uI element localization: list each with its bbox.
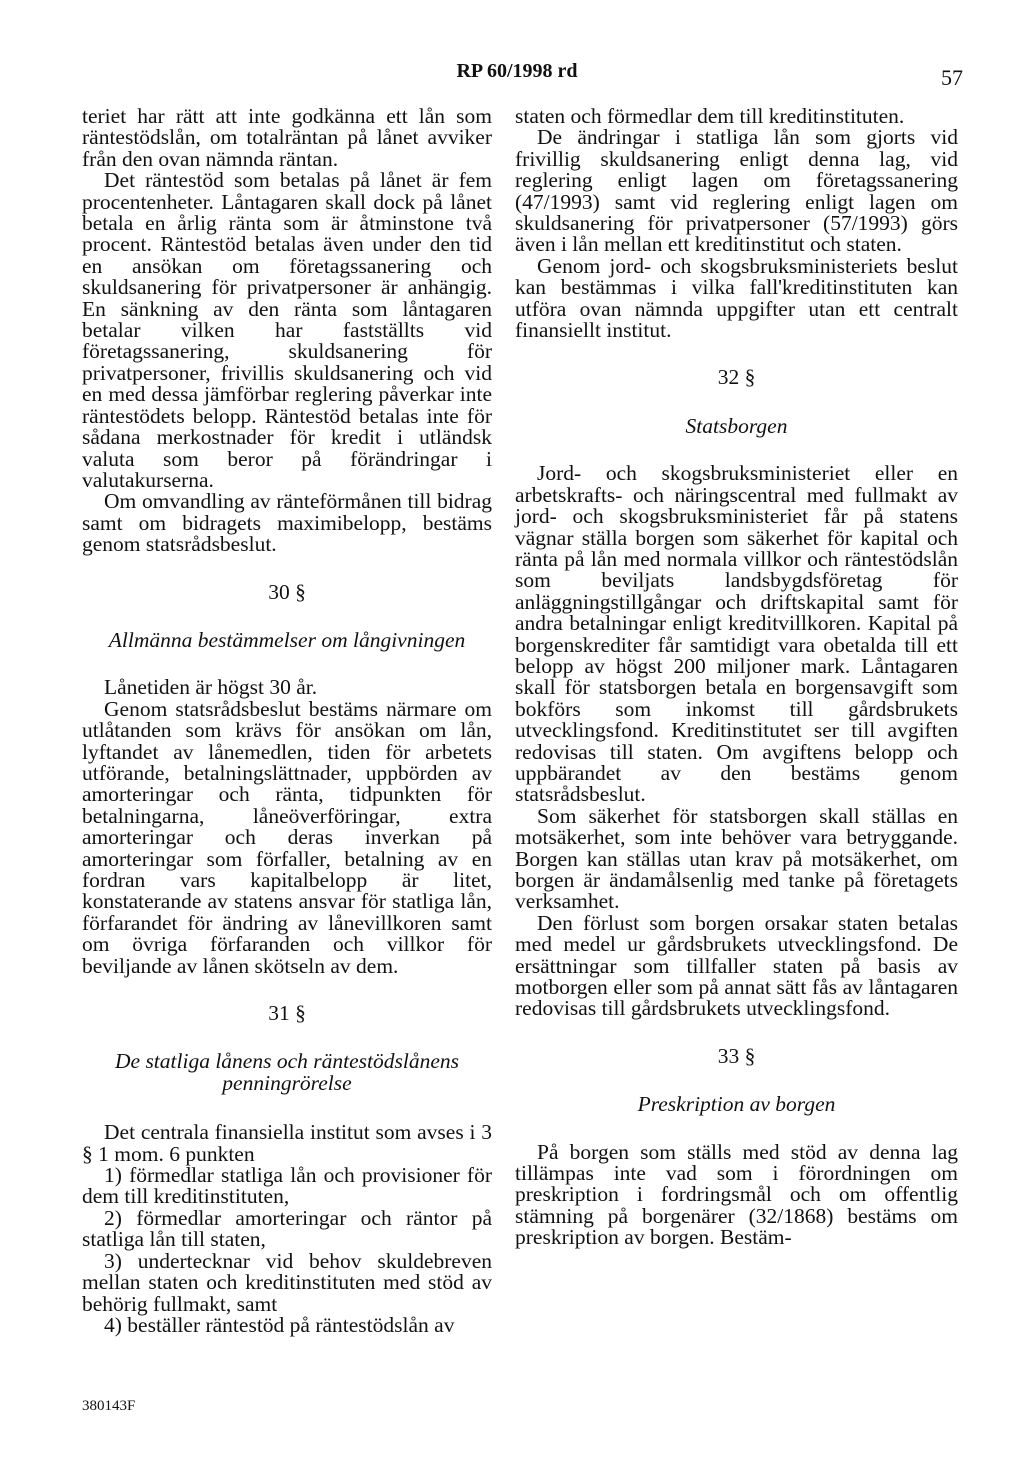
- section-heading: Statsborgen: [685, 413, 788, 438]
- section-number: 30 §: [268, 579, 306, 604]
- paragraph: De ändringar i statliga lån som gjorts vid frivillig skuldsanering enligt denna lag, vid reglering enligt lagen om företagssanering (47/1993) samt vid reglering enligt lagen om skuldsanering för privatpersoner (57/1993) görs även i lån mellan ett kreditinstitut och staten.: [515, 125, 958, 257]
- left-column: [82, 106, 492, 1336]
- page-header: [0, 55, 1024, 95]
- paragraph: Om omvandling av ränteförmånen till bidrag samt om bidragets maximibelopp, bestäms genom statsrådsbeslut.: [82, 489, 492, 557]
- list-item: 2) förmedlar amorteringar och räntor på statliga lån till staten,: [82, 1205, 492, 1252]
- paragraph: Den förlust som borgen orsakar staten betalas med medel ur gårdsbrukets utvecklingsfond. De ersättningar som tillfaller staten på basis av motborgen eller som på annat sätt fås av låntagaren redovisas till gårdsbrukets utvecklingsfond.: [515, 910, 958, 1021]
- section-heading-line: penningrörelse: [222, 1070, 352, 1095]
- paragraph: Det räntestöd som betalas på lånet är fem procentenheter. Låntagaren skall dock på lånet betala en årlig ränta som är åtminstone två procent. Räntestöd betalas även under den tid en ansökan om företagssanering och skuldsanering för privatpersoner är anhängig. En sänkning av den ränta som låntagaren betalar vilken har fastställts vid företagssanering, skuldsanering för privatpersoner, frivillis skuldsanering och vid en med dessa jämförbar reglering påverkar inte räntestödets belopp. Räntestöd betalas inte för sådana merkostnader för kredit i utländsk valuta som beror på förändringar i valutakurserna.: [82, 168, 492, 492]
- document-title: RP 60/1998 rd: [456, 60, 578, 82]
- section-number: 33 §: [717, 1043, 756, 1068]
- section-heading-line: De statliga lånens och räntestödslånens: [115, 1049, 459, 1074]
- paragraph: Som säkerhet för statsborgen skall ställas en motsäkerhet, som inte behöver vara betryggande. Borgen kan ställas utan krav på motsäkerhet, om borgen är ändamålsenlig med tanke på företagets verksamhet.: [515, 803, 958, 914]
- section-number: 32 §: [717, 365, 756, 390]
- paragraph: Genom jord- och skogsbruksministeriets beslut kan bestämmas i vilka fall'kreditinstituten kan utföra ovan nämnda uppgifter utan ett centralt finansiellt institut.: [515, 253, 958, 343]
- page-number: 57: [941, 65, 963, 90]
- list-item: 3) undertecknar vid behov skuldebreven mellan staten och kreditinstituten med stöd av behörig fullmakt, samt: [82, 1248, 492, 1316]
- paragraph: teriet har rätt att inte godkänna ett lån som räntestödslån, om totalräntan på lånet avviker från den ovan nämnda räntan.: [82, 104, 492, 171]
- paragraph: Genom statsrådsbeslut bestäms närmare om utlåtanden som krävs för ansökan om lån, lyftandet av lånemedlen, tiden för arbetets utförande, betalningslättnader, uppbörden av amorteringar och ränta, tidpunkten för betalningarna, låneöverföringar, extra amorteringar och deras inverkan på amorteringar som förfaller, betalning av en fordran vars kapitalbelopp är litet, konstaterande av statens ansvar för statliga lån, förfarandet för ändring av lånevillkoren samt om övriga förfaranden och villkor för beviljande av lånen skötseln av dem.: [82, 696, 492, 978]
- print-code: 380143F: [82, 1398, 136, 1414]
- right-column: [515, 106, 958, 1249]
- paragraph: Det centrala finansiella institut som avses i 3 § 1 mom. 6 punkten: [82, 1120, 492, 1166]
- paragraph: Lånetiden är högst 30 år.: [104, 675, 318, 700]
- section-number: 31 §: [268, 1001, 306, 1026]
- paragraph: Jord- och skogsbruksministeriet eller en arbetskrafts- och näringscentral med fullmakt av jord- och skogsbruksministeriet får på statens vägnar ställa borgen som säkerhet för kapital och ränta på lån med normala villkor och räntestödslån som beviljats landsbygdsföretag för anläggningstillgångar och driftskapital samt för andra betalningar enligt kreditvillkoren. Kapital på borgenskrediter får samtidigt vara obetalda till ett belopp av högst 200 miljoner mark. Låntagaren skall för statsborgen betala en borgensavgift som bokförs som inkomst till gårdsbrukets utvecklingsfond. Kreditinstitutet ser till avgiften redovisas till staten. Om avgiftens belopp och uppbärandet av den bestäms genom statsrådsbeslut.: [515, 461, 958, 807]
- list-item: 4) beställer räntestöd på räntestödslån av: [104, 1312, 455, 1337]
- section-heading: [82, 1051, 492, 1094]
- list-item: 1) förmedlar statliga lån och provisioner för dem till kreditinstituten,: [82, 1163, 492, 1209]
- section-heading: Preskription av borgen: [637, 1092, 836, 1117]
- paragraph: På borgen som ställs med stöd av denna lag tillämpas inte vad som i förordningen om preskription i fordringsmål och om offentlig stämning på borgenärer (32/1868) bestäms om preskription av borgen. Bestäm-: [515, 1139, 958, 1250]
- paragraph: staten och förmedlar dem till kreditinstituten.: [515, 104, 905, 128]
- section-heading: Allmänna bestämmelser om långivningen: [108, 627, 466, 652]
